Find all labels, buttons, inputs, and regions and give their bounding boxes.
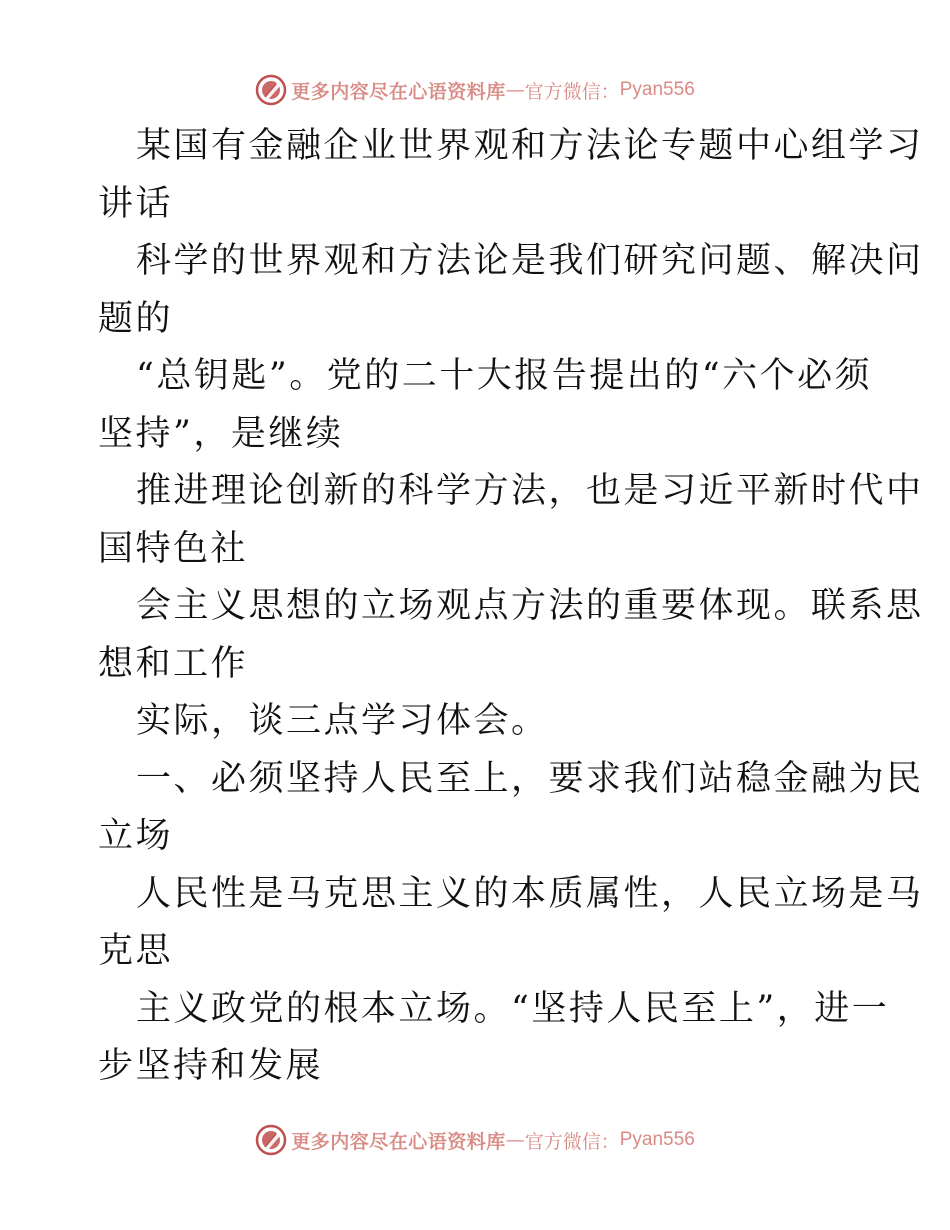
watermark-wechat-label: 官方微信： [524,1130,620,1153]
paragraph-line: 主义政党的根本立场。“坚持人民至上”，进一 [136,988,890,1029]
watermark-footer [0,1120,950,1160]
paragraph-line: 会主义思想的立场观点方法的重要体现。联系思 [136,586,924,626]
title-line-1: 某国有金融企业世界观和方法论专题中心组学习 [136,126,924,166]
section-heading-line: 一、必须坚持人民至上，要求我们站稳金融为民 [136,758,924,799]
document-body [98,118,924,1096]
paragraph-line: 想和工作 [98,643,249,684]
watermark-wechat-id: Pyan556 [619,79,695,100]
watermark-wechat-id: Pyan556 [619,1129,695,1150]
watermark-brand: 更多内容尽在心语资料库 [291,1130,506,1153]
watermark-dash: — [505,1129,525,1151]
section-heading-line: 立场 [98,816,174,856]
pen-logo-icon [255,1124,287,1156]
paragraph-line: 推进理论创新的科学方法，也是习近平新时代中 [136,471,924,511]
paragraph-line: 实际，谈三点学习体会。 [136,701,549,741]
pen-logo-icon [255,74,287,106]
paragraph-line: 题的 [98,298,174,339]
watermark-dash: — [505,79,525,101]
watermark-wechat-label: 官方微信： [524,80,620,103]
paragraph-line: 国特色社 [98,528,249,569]
paragraph-line: 克思 [98,931,174,971]
paragraph-line: “总钥匙”。党的二十大报告提出的“六个必须 [136,356,873,396]
paragraph-line: 科学的世界观和方法论是我们研究问题、解决问 [136,241,924,281]
title-line-2: 讲话 [98,183,174,224]
paragraph-line: 人民性是马克思主义的本质属性，人民立场是马 [136,873,924,914]
paragraph-line: 坚持”，是继续 [98,413,344,454]
paragraph-line: 步坚持和发展 [98,1046,324,1086]
watermark-header [0,70,950,110]
watermark-brand: 更多内容尽在心语资料库 [291,80,506,103]
